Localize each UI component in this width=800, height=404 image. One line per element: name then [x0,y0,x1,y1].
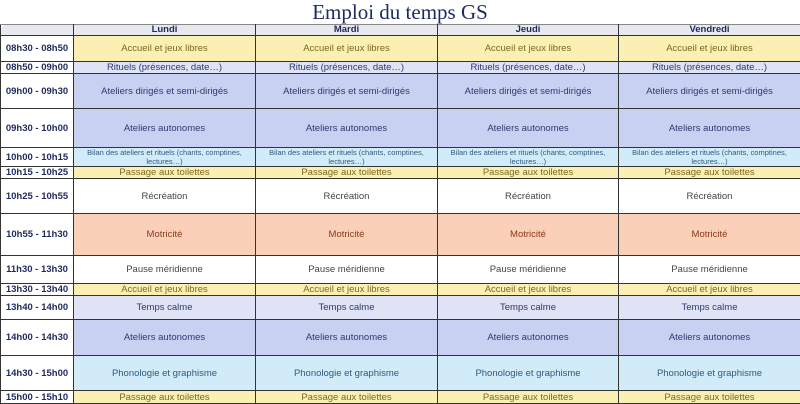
activity-cell-vendredi: Ateliers dirigés et semi-dirigés [619,74,800,109]
day-header-lundi: Lundi [74,25,256,36]
activity-cell-vendredi: Rituels (présences, date…) [619,62,800,74]
table-row [1,284,800,296]
table-row [1,167,800,179]
activity-cell-jeudi: Motricité [438,214,619,256]
table-row [1,36,800,62]
activity-cell-vendredi: Motricité [619,214,800,256]
activity-cell-lundi: Passage aux toilettes [74,167,256,179]
time-slot: 08h30 - 08h50 [1,36,74,62]
table-row [1,109,800,148]
day-header-mardi: Mardi [256,25,438,36]
activity-cell-lundi: Motricité [74,214,256,256]
day-header-jeudi: Jeudi [438,25,619,36]
time-slot: 14h00 - 14h30 [1,320,74,356]
table-row [1,148,800,167]
activity-cell-jeudi: Ateliers autonomes [438,320,619,356]
activity-cell-mardi: Récréation [256,179,438,214]
time-slot: 11h30 - 13h30 [1,256,74,284]
table-row [1,391,800,404]
activity-cell-vendredi: Accueil et jeux libres [619,284,800,296]
activity-cell-vendredi: Bilan des ateliers et rituels (chants, comptines, lectures…) [619,148,800,167]
activity-cell-jeudi: Bilan des ateliers et rituels (chants, comptines, lectures…) [438,148,619,167]
activity-cell-lundi: Pause méridienne [74,256,256,284]
activity-cell-mardi: Passage aux toilettes [256,391,438,404]
activity-cell-vendredi: Temps calme [619,296,800,320]
time-slot: 09h00 - 09h30 [1,74,74,109]
activity-cell-mardi: Accueil et jeux libres [256,284,438,296]
header-row [1,25,800,36]
activity-cell-vendredi: Passage aux toilettes [619,167,800,179]
activity-cell-vendredi: Accueil et jeux libres [619,36,800,62]
activity-cell-jeudi: Pause méridienne [438,256,619,284]
time-slot: 13h30 - 13h40 [1,284,74,296]
table-row [1,214,800,256]
activity-cell-lundi: Temps calme [74,296,256,320]
table-row [1,320,800,356]
activity-cell-lundi: Ateliers autonomes [74,109,256,148]
activity-cell-mardi: Ateliers autonomes [256,320,438,356]
activity-cell-jeudi: Récréation [438,179,619,214]
activity-cell-vendredi: Phonologie et graphisme [619,356,800,391]
time-slot: 13h40 - 14h00 [1,296,74,320]
activity-cell-vendredi: Pause méridienne [619,256,800,284]
activity-cell-mardi: Phonologie et graphisme [256,356,438,391]
activity-cell-lundi: Récréation [74,179,256,214]
time-slot: 14h30 - 15h00 [1,356,74,391]
time-slot: 15h00 - 15h10 [1,391,74,404]
activity-cell-mardi: Ateliers dirigés et semi-dirigés [256,74,438,109]
activity-cell-lundi: Accueil et jeux libres [74,36,256,62]
activity-cell-jeudi: Phonologie et graphisme [438,356,619,391]
activity-cell-mardi: Pause méridienne [256,256,438,284]
activity-cell-mardi: Accueil et jeux libres [256,36,438,62]
time-slot: 10h00 - 10h15 [1,148,74,167]
time-slot: 10h25 - 10h55 [1,179,74,214]
table-row [1,256,800,284]
activity-cell-jeudi: Ateliers autonomes [438,109,619,148]
schedule-table [0,24,800,404]
corner-header [1,25,74,36]
activity-cell-mardi: Ateliers autonomes [256,109,438,148]
activity-cell-jeudi: Rituels (présences, date…) [438,62,619,74]
activity-cell-jeudi: Passage aux toilettes [438,167,619,179]
time-slot: 08h50 - 09h00 [1,62,74,74]
activity-cell-jeudi: Accueil et jeux libres [438,36,619,62]
table-row [1,179,800,214]
table-row [1,74,800,109]
page-title: Emploi du temps GS [0,0,800,24]
activity-cell-lundi: Accueil et jeux libres [74,284,256,296]
activity-cell-jeudi: Temps calme [438,296,619,320]
activity-cell-mardi: Passage aux toilettes [256,167,438,179]
time-slot: 10h15 - 10h25 [1,167,74,179]
activity-cell-vendredi: Passage aux toilettes [619,391,800,404]
activity-cell-mardi: Bilan des ateliers et rituels (chants, comptines, lectures…) [256,148,438,167]
activity-cell-jeudi: Ateliers dirigés et semi-dirigés [438,74,619,109]
activity-cell-vendredi: Récréation [619,179,800,214]
activity-cell-lundi: Phonologie et graphisme [74,356,256,391]
time-slot: 10h55 - 11h30 [1,214,74,256]
activity-cell-lundi: Ateliers dirigés et semi-dirigés [74,74,256,109]
activity-cell-mardi: Motricité [256,214,438,256]
activity-cell-mardi: Rituels (présences, date…) [256,62,438,74]
activity-cell-lundi: Ateliers autonomes [74,320,256,356]
activity-cell-mardi: Temps calme [256,296,438,320]
table-row [1,62,800,74]
activity-cell-lundi: Rituels (présences, date…) [74,62,256,74]
activity-cell-lundi: Passage aux toilettes [74,391,256,404]
table-row [1,296,800,320]
activity-cell-jeudi: Passage aux toilettes [438,391,619,404]
activity-cell-vendredi: Ateliers autonomes [619,320,800,356]
time-slot: 09h30 - 10h00 [1,109,74,148]
activity-cell-lundi: Bilan des ateliers et rituels (chants, comptines, lectures…) [74,148,256,167]
activity-cell-vendredi: Ateliers autonomes [619,109,800,148]
table-row [1,356,800,391]
day-header-vendredi: Vendredi [619,25,800,36]
activity-cell-jeudi: Accueil et jeux libres [438,284,619,296]
